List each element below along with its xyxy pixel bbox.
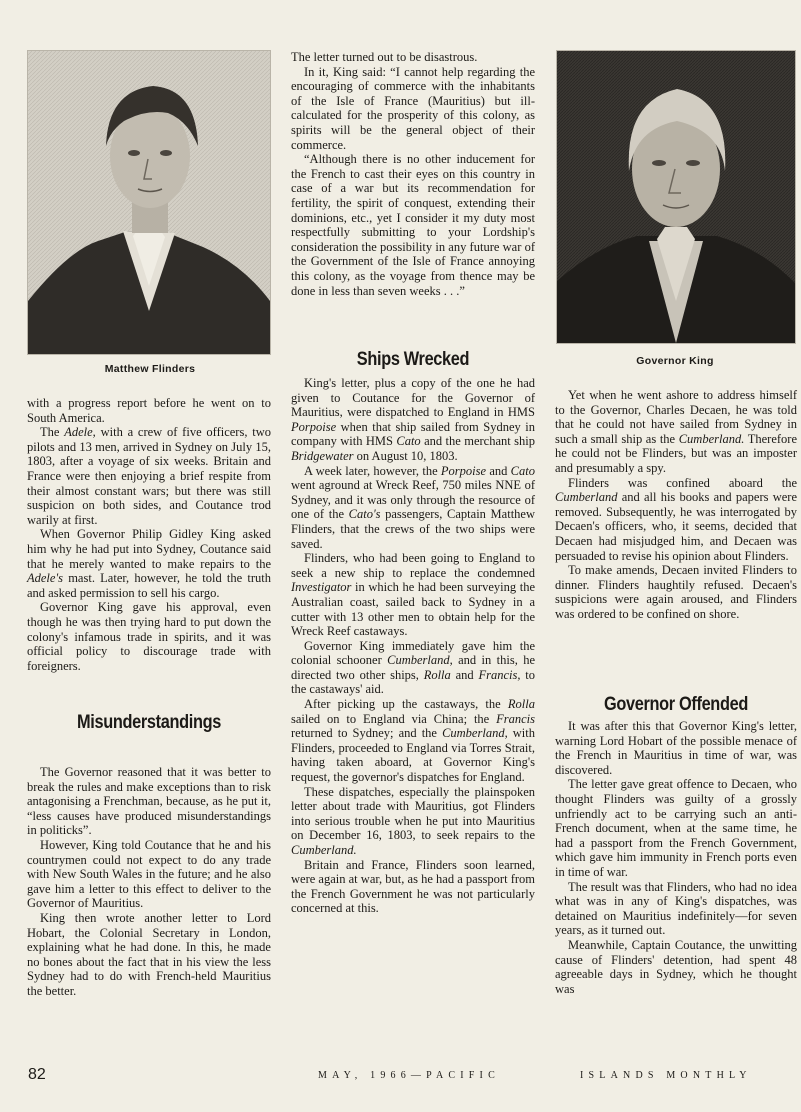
page-footer	[0, 1062, 801, 1092]
column-3-top	[555, 388, 797, 622]
paragraph: When Governor Philip Gidley King asked him why he had put into Sydney, Coutance said that he merely wanted to make repairs to the Adele's mast. Later, however, he told the truth and asked permission to sell his cargo.	[27, 527, 271, 600]
publication-title-right: ISLANDS MONTHLY	[580, 1070, 752, 1081]
caption-king: Governor King	[636, 355, 714, 367]
paragraph: Flinders, who had been going to England to seek a new ship to replace the condemned Investigator in which he had been surveying the Australian coast, sailed back to Sydney in a cutter with 13 other men to obtain help for the Wreck Reef castaways.	[291, 551, 535, 639]
page-number: 82	[28, 1066, 46, 1083]
paragraph: King's letter, plus a copy of the one he had given to Coutance for the Governor of Mauritius, were dispatched to England in HMS Porpoise when that ship sailed from Sydney in company with HMS Cato and the merchant ship Bridgewater on August 10, 1803.	[291, 376, 535, 463]
paragraph: The letter turned out to be disastrous.	[291, 50, 478, 64]
paragraph: The letter gave great offence to Decaen, who thought Flinders was guilty of a grossly unfriendly act to be carrying such an anti-French document, when at the same time, he had a passport from the French Government, which gave him immunity in French ports even in time of war.	[555, 777, 797, 879]
paragraph: It was after this that Governor King's letter, warning Lord Hobart of the possible menace of the French in Mauritius in time of war, was discovered.	[555, 719, 797, 777]
portrait-flinders-engraving	[28, 51, 270, 354]
paragraph: The Governor reasoned that it was better to break the rules and make exceptions than to risk antagonising a Frenchman, because, as he put it, “less causes have produced misunderstandings in politicks”.	[27, 765, 271, 838]
caption-flinders: Matthew Flinders	[104, 363, 196, 375]
paragraph: Flinders was confined aboard the Cumberland and all his books and papers were removed. Subsequently, he was interrogated by Decaen's officers, who, it seems, decided that Decaen had misjudged him, and Decaen was persuaded to revise his opinion about Flinders.	[555, 475, 797, 563]
paragraph: A week later, however, the Porpoise and Cato went aground at Wreck Reef, 750 miles NNE of Sydney, and it was only through the resource of one of the Cato's passengers, Captain Matthew Flinders, that the crews of the two ships were saved.	[291, 463, 535, 551]
column-2-bottom	[291, 376, 535, 916]
paragraph: King then wrote another letter to Lord Hobart, the Colonial Secretary in London, explaining what he had done. In this, he made no bones about the fact that in his view the less Sydney had to do with French-held Mauritius the better.	[27, 910, 271, 998]
column-2-top	[291, 50, 535, 298]
paragraph: Governor King immediately gave him the colonial schooner Cumberland, and in this, he directed two other ships, Rolla and Francis, to the castaways' aid.	[291, 638, 535, 697]
column-1-bottom	[27, 765, 271, 999]
heading-ships-wrecked: Ships Wrecked	[356, 349, 470, 370]
paragraph: To make amends, Decaen invited Flinders to dinner. Flinders haughtily refused. Decaen's suspicions were again aroused, and Flinders was ordered to be confined on shore.	[555, 563, 797, 621]
paragraph: The result was that Flinders, who had no idea what was in any of King's dispatches, was detained on Mauritius indefinitely—for seven years, as it turned out.	[555, 879, 797, 938]
paragraph: “Although there is no other inducement for the French to cast their eyes on this country in case of a war but its recommendation for fertility, the spirit of conquest, extending their dominions, etc., yet I consider it my duty most respectfully submitting to your Lordship's consideration the possibility in any future war of the Government of the Isle of France annoying this colony, as the voyage from thence may be done in less than seven weeks . . .”	[291, 152, 535, 298]
paragraph: Britain and France, Flinders soon learned, were again at war, but, as he had a passport from the French Government he was not particularly concerned at this.	[291, 857, 535, 916]
heading-governor-offended: Governor Offended	[604, 694, 748, 715]
publication-title-left: MAY, 1966—PACIFIC	[318, 1070, 500, 1081]
paragraph: Yet when he went ashore to address himself to the Governor, Charles Decaen, he was told that he could not have sailed from Sydney in such a small ship as the Cumberland. Therefore he could not be Flinders, but was an imposter and presumably a spy.	[555, 388, 797, 475]
portrait-governor-king	[556, 50, 796, 344]
paragraph: However, King told Coutance that he and his countrymen could not expect to do any trade with New South Wales in the future; and he also gave him a letter to this effect to deliver to the Governor of Mauritius.	[27, 837, 271, 911]
paragraph: In it, King said: “I cannot help regarding the encouraging of commerce with the inhabitants of the Isle of France (Mauritius) but ill-calculated for the prosperity of this colony, as spirits will be the general object of their commerce.	[291, 64, 535, 152]
heading-misunderstandings: Misunderstandings	[77, 712, 221, 733]
portrait-king-engraving	[557, 51, 795, 343]
paragraph: Meanwhile, Captain Coutance, the unwitting cause of Flinders' detention, had spent 48 agreeable days in Sydney, which he thought was	[555, 937, 797, 996]
paragraph: After picking up the castaways, the Rolla sailed on to England via China; the Francis returned to Sydney; and the Cumberland, with Flinders, proceeded to England via Torres Strait, having taken aboard, at Governor King's request, the governor's dispatches for England.	[291, 697, 535, 785]
portrait-matthew-flinders	[27, 50, 271, 355]
paragraph: These dispatches, especially the plainspoken letter about trade with Mauritius, got Flinders into serious trouble when he put into Mauritius on December 16, 1803, to seek repairs to the Cumberland.	[291, 784, 535, 857]
paragraph: with a progress report before he went on to South America.	[27, 396, 271, 425]
paragraph: Governor King gave his approval, even though he was then trying hard to put down the colony's infamous trade in spirits, and it was official policy to discourage trade with foreigners.	[27, 600, 271, 673]
column-1-top	[27, 396, 271, 673]
column-3-bottom	[555, 719, 797, 996]
paragraph: The Adele, with a crew of five officers, two pilots and 13 men, arrived in Sydney on July 15, 1803, after a voyage of six weeks. Britain and France were then enjoying a brief respite from their almost constant wars; but there was still suspicion on both sides, and Coutance trod warily at first.	[27, 425, 271, 527]
